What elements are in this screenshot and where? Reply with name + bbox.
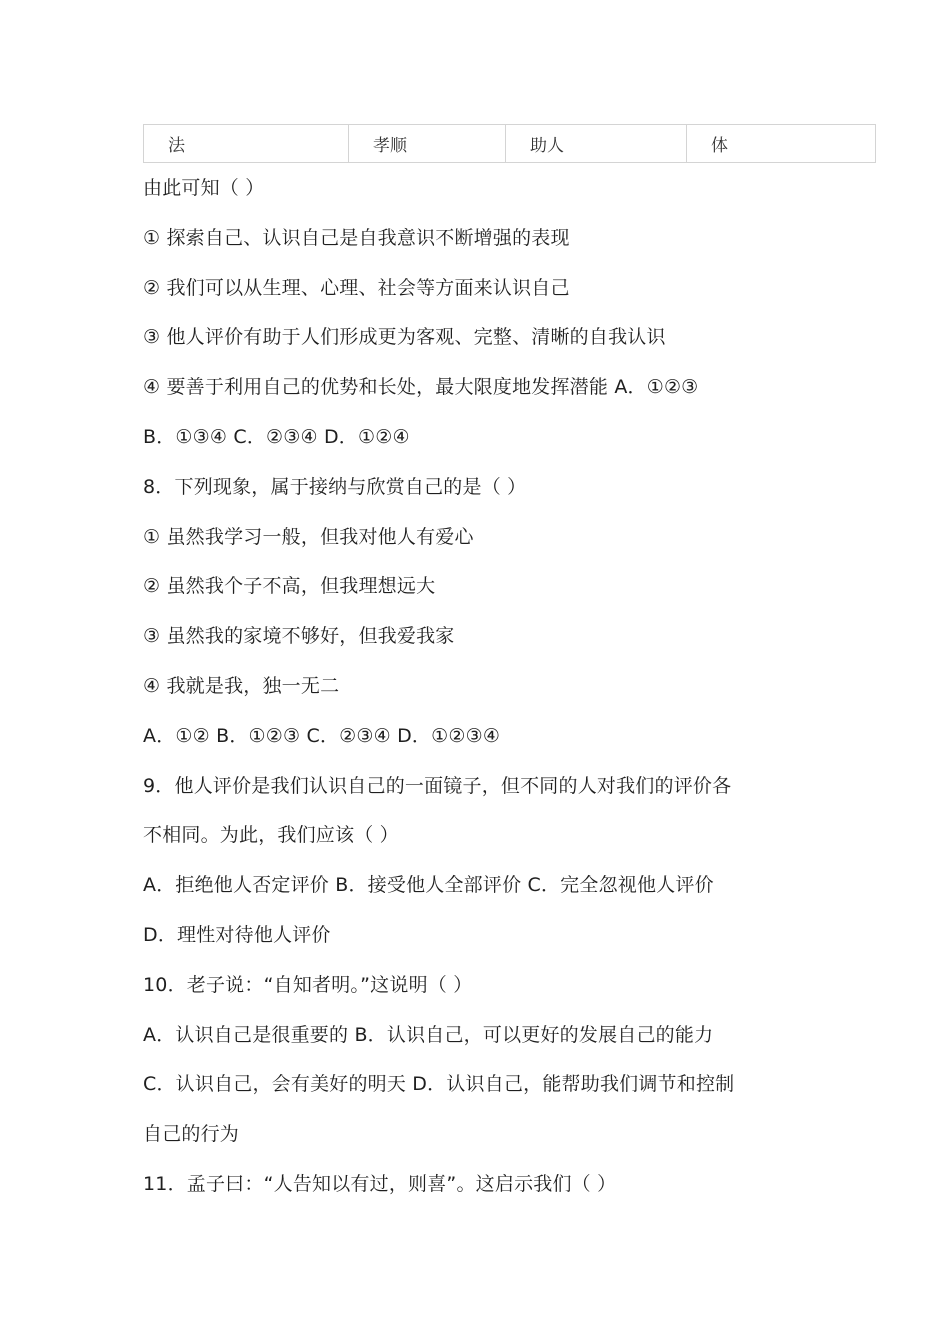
continued-table-row: [143, 124, 876, 163]
question-10-options-ab: A．认识自己是很重要的 B．认识自己，可以更好的发展自己的能力: [143, 1023, 714, 1046]
question-8-options: A．①② B．①②③ C．②③④ D．①②③④: [143, 724, 501, 747]
question-7-options: B．①③④ C．②③④ D．①②④: [143, 425, 410, 448]
question-9-option-d: D．理性对待他人评价: [143, 923, 331, 946]
question-10-options-cd: C．认识自己，会有美好的明天 D．认识自己，能帮助我们调节和控制: [143, 1073, 735, 1096]
question-10-option-d-cont: 自己的行为: [143, 1123, 240, 1146]
question-7-statement-4: ④ 要善于利用自己的优势和长处，最大限度地发挥潜能 A．①②③: [143, 376, 699, 399]
table-cell: 法: [144, 125, 349, 162]
question-8-stem: 8．下列现象，属于接纳与欣赏自己的是（ ）: [143, 475, 527, 498]
question-7-statement-1: ① 探索自己、认识自己是自我意识不断增强的表现: [143, 226, 570, 249]
question-10-stem: 10．老子说：“自知者明。”这说明（ ）: [143, 973, 473, 996]
question-8-statement-3: ③ 虽然我的家境不够好，但我爱我家: [143, 625, 455, 648]
question-11-stem: 11．孟子曰：“人告知以有过，则喜”。这启示我们（ ）: [143, 1172, 617, 1195]
table-cell: 助人: [506, 125, 687, 162]
question-text-body: [143, 164, 833, 1210]
question-9-options: A．拒绝他人否定评价 B．接受他人全部评价 C．完全忽视他人评价: [143, 874, 714, 897]
question-9-stem: 9．他人评价是我们认识自己的一面镜子，但不同的人对我们的评价各: [143, 774, 732, 797]
question-7-statement-3: ③ 他人评价有助于人们形成更为客观、完整、清晰的自我认识: [143, 326, 666, 349]
question-8-statement-2: ② 虽然我个子不高，但我理想远大: [143, 575, 436, 598]
table-cell: 孝顺: [349, 125, 506, 162]
question-9-stem-cont: 不相同。为此，我们应该（ ）: [143, 824, 399, 847]
table-cell: 体: [711, 136, 728, 156]
question-7-statement-2: ② 我们可以从生理、心理、社会等方面来认识自己: [143, 276, 570, 299]
question-8-statement-4: ④ 我就是我，独一无二: [143, 674, 340, 697]
question-8-statement-1: ① 虽然我学习一般，但我对他人有爱心: [143, 525, 474, 548]
question-7-stem-end: 由此可知（ ）: [143, 177, 265, 199]
